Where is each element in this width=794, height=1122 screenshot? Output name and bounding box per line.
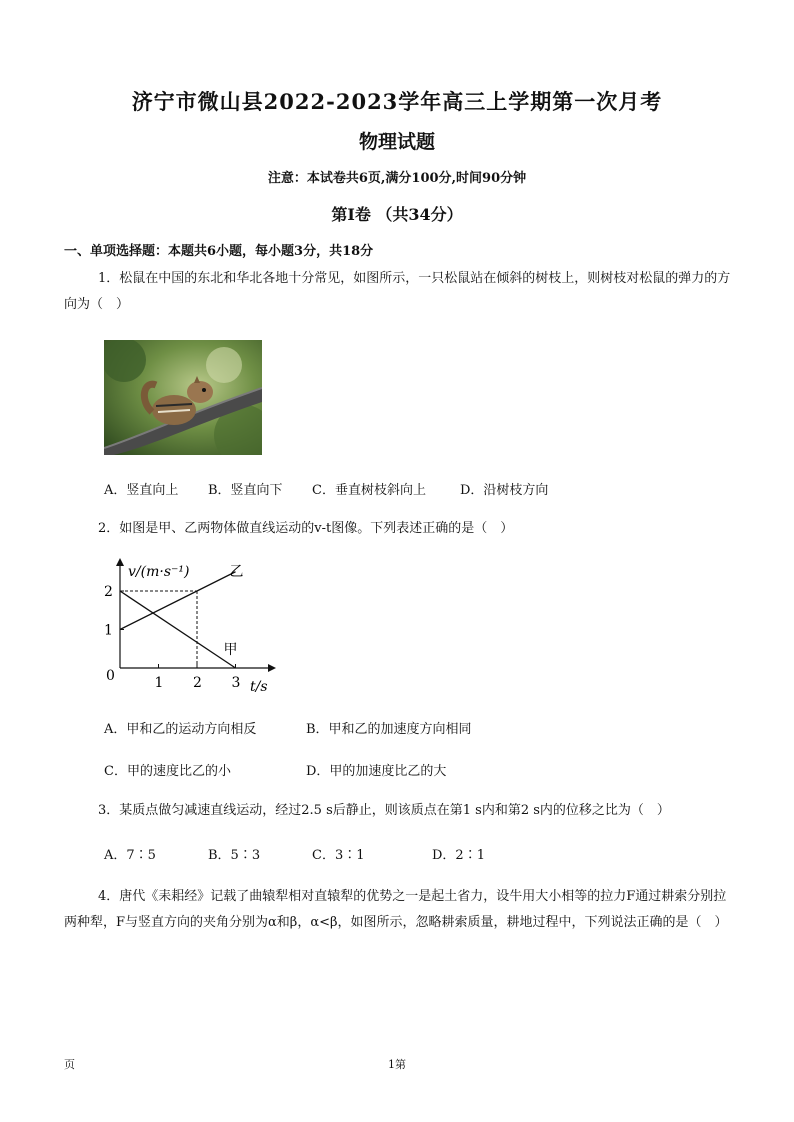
q3-option-c[interactable]: C．3∶1 [312,848,365,863]
q2-option-a[interactable]: A．甲和乙的运动方向相反 [104,722,257,737]
question-2-text: 2．如图是甲、乙两物体做直线运动的v-t图像。下列表述正确的是（ ） [98,521,514,536]
question-2-options-row2 [104,760,446,779]
page-number: 1第 [388,1058,406,1071]
question-2-options-row1 [104,718,472,737]
squirrel-photo [104,340,262,455]
origin-label: 0 [106,668,115,684]
series-label-2: 乙 [229,563,244,580]
y-tick-label: 2 [104,584,113,600]
exam-note: 注意：本试卷共6页,满分100分,时间90分钟 [267,171,527,186]
x-tick-label: 2 [193,675,202,691]
volume-heading: 第I卷 （共34分） [331,205,463,224]
question-3-options [104,844,485,863]
x-tick-label: 1 [154,675,164,691]
page-title: 济宁市微山县2022-2023学年高三上学期第一次月考 [131,89,663,114]
q2-option-d[interactable]: D．甲的加速度比乙的大 [306,764,447,779]
q1-option-b[interactable]: B．竖直向下 [208,483,283,498]
y-tick-label: 1 [104,622,113,639]
y-axis-arrow [116,558,124,566]
y-axis-label: v/(m·s⁻¹) [128,564,190,580]
q2-option-b[interactable]: B．甲和乙的加速度方向相同 [306,722,472,737]
question-1-text: 1．松鼠在中国的东北和华北各地十分常见，如图所示，一只松鼠站在倾斜的树枝上，则树枝对松鼠的弹力的方向为（ ） [64,271,731,312]
footer-left: 页 [64,1058,75,1071]
series-line-2 [120,572,236,630]
series-line-1 [120,591,236,668]
x-axis-arrow [268,664,276,672]
question-3-text: 3．某质点做匀减速直线运动，经过2.5 s后静止，则该质点在第1 s内和第2 s内的位移之比为（ ） [98,803,670,818]
vt-graph [100,556,280,700]
section-heading: 一、单项选择题：本题共6小题，每小题3分，共18分 [64,244,374,259]
series-label-1: 甲 [223,642,238,658]
vt-graph-svg [100,556,280,696]
q2-option-c[interactable]: C．甲的速度比乙的小 [104,764,231,779]
question-4-text: 4．唐代《耒耜经》记载了曲辕犁相对直辕犁的优势之一是起土省力，设牛用大小相等的拉力F通过耕索分别拉两种犁，F与竖直方向的夹角分别为α和β，α<β，如图所示，忽略耕索质量，耕地过程中，下列说法正确的是（ ） [64,889,728,930]
subject-title: 物理试题 [358,131,435,153]
q3-option-b[interactable]: B．5∶3 [208,848,261,863]
x-axis-label: t/s [250,679,268,695]
x-tick-label: 3 [231,675,241,691]
q1-option-d[interactable]: D．沿树枝方向 [460,483,549,498]
q1-option-c[interactable]: C．垂直树枝斜向上 [312,483,426,498]
q3-option-a[interactable]: A．7∶5 [104,848,156,863]
q1-option-a[interactable]: A．竖直向上 [104,483,179,498]
q3-option-d[interactable]: D．2∶1 [432,848,485,863]
question-1-options [104,479,548,498]
